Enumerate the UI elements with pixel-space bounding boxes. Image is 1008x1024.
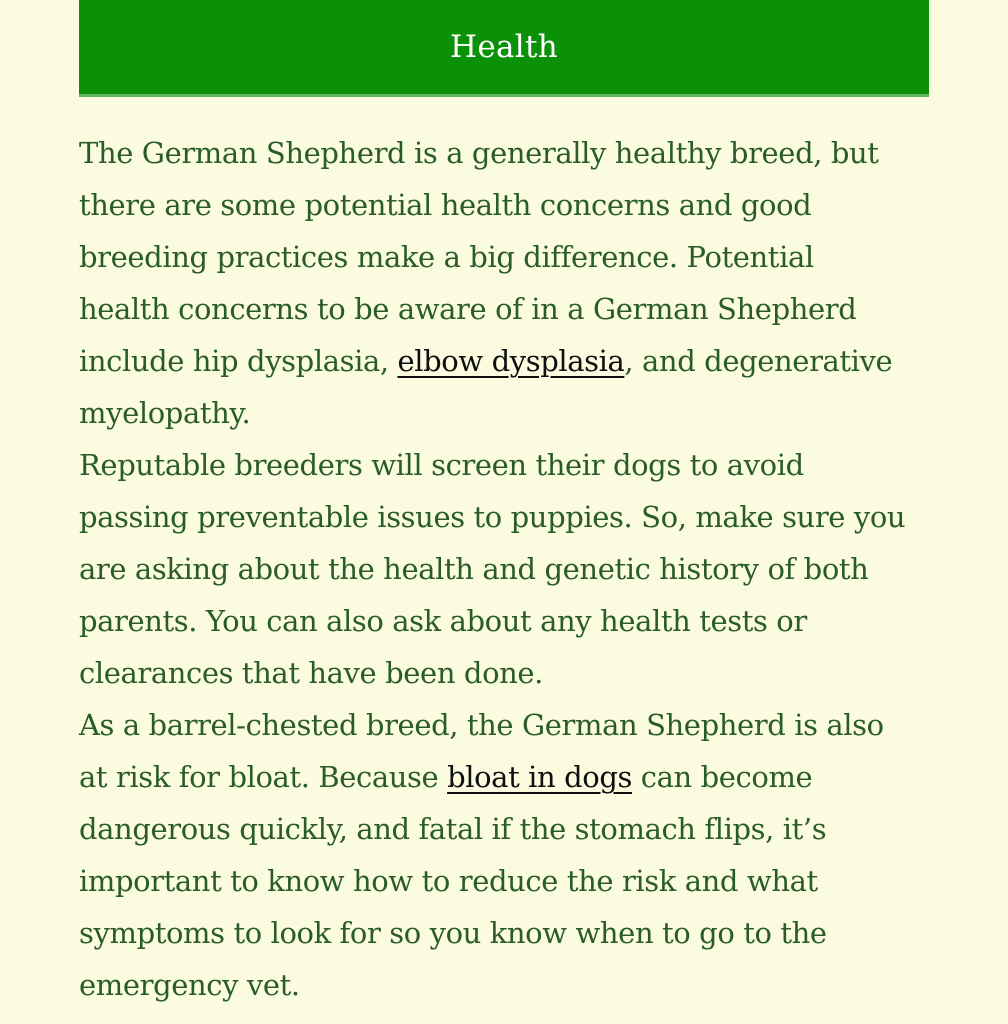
text-line	[79, 647, 929, 699]
health-section-header	[79, 0, 929, 97]
bloat-in-dogs-link[interactable]: bloat in dogs	[447, 760, 632, 794]
text-line	[79, 491, 929, 543]
section-title: Health	[450, 29, 558, 65]
text-segment: can become	[631, 760, 813, 794]
text-line	[79, 283, 929, 335]
elbow-dysplasia-link[interactable]: elbow dysplasia	[397, 344, 625, 378]
text-line	[79, 959, 929, 1011]
text-line	[79, 595, 929, 647]
text-segment: breeding practices make a big difference. Potential	[79, 240, 814, 274]
text-segment: As a barrel-chested breed, the German Shepherd is also	[79, 708, 884, 742]
text-line	[79, 907, 929, 959]
text-segment: The German Shepherd is a generally healthy breed, but	[79, 136, 879, 170]
text-line	[79, 439, 929, 491]
text-segment: dangerous quickly, and fatal if the stomach flips, it’s	[79, 812, 827, 846]
text-line	[79, 179, 929, 231]
paragraph-bloat	[79, 699, 929, 1011]
text-segment: myelopathy.	[79, 396, 251, 430]
text-segment: are asking about the health and genetic history of both	[79, 552, 869, 586]
text-line	[79, 231, 929, 283]
text-segment: at risk for bloat. Because	[79, 760, 448, 794]
text-segment: health concerns to be aware of in a German Shepherd	[79, 292, 857, 326]
text-line	[79, 543, 929, 595]
paragraph-health-overview	[79, 127, 929, 439]
paragraph-breeders	[79, 439, 929, 699]
text-line	[79, 803, 929, 855]
article-body	[79, 127, 929, 1011]
text-line	[79, 855, 929, 907]
text-line	[79, 127, 929, 179]
text-segment: Reputable breeders will screen their dogs to avoid	[79, 448, 804, 482]
text-segment: include hip dysplasia,	[79, 344, 398, 378]
text-segment: parents. You can also ask about any health tests or	[79, 604, 807, 638]
text-line	[79, 699, 929, 751]
text-segment: clearances that have been done.	[79, 656, 543, 690]
text-segment: symptoms to look for so you know when to go to the	[79, 916, 827, 950]
text-segment: passing preventable issues to puppies. So, make sure you	[79, 500, 906, 534]
text-segment: emergency vet.	[79, 968, 300, 1002]
text-segment: important to know how to reduce the risk and what	[79, 864, 818, 898]
content-column	[79, 0, 929, 1011]
text-line	[79, 751, 929, 803]
text-segment: there are some potential health concerns and good	[79, 188, 812, 222]
text-segment: , and degenerative	[624, 344, 893, 378]
text-line	[79, 335, 929, 387]
text-line	[79, 387, 929, 439]
